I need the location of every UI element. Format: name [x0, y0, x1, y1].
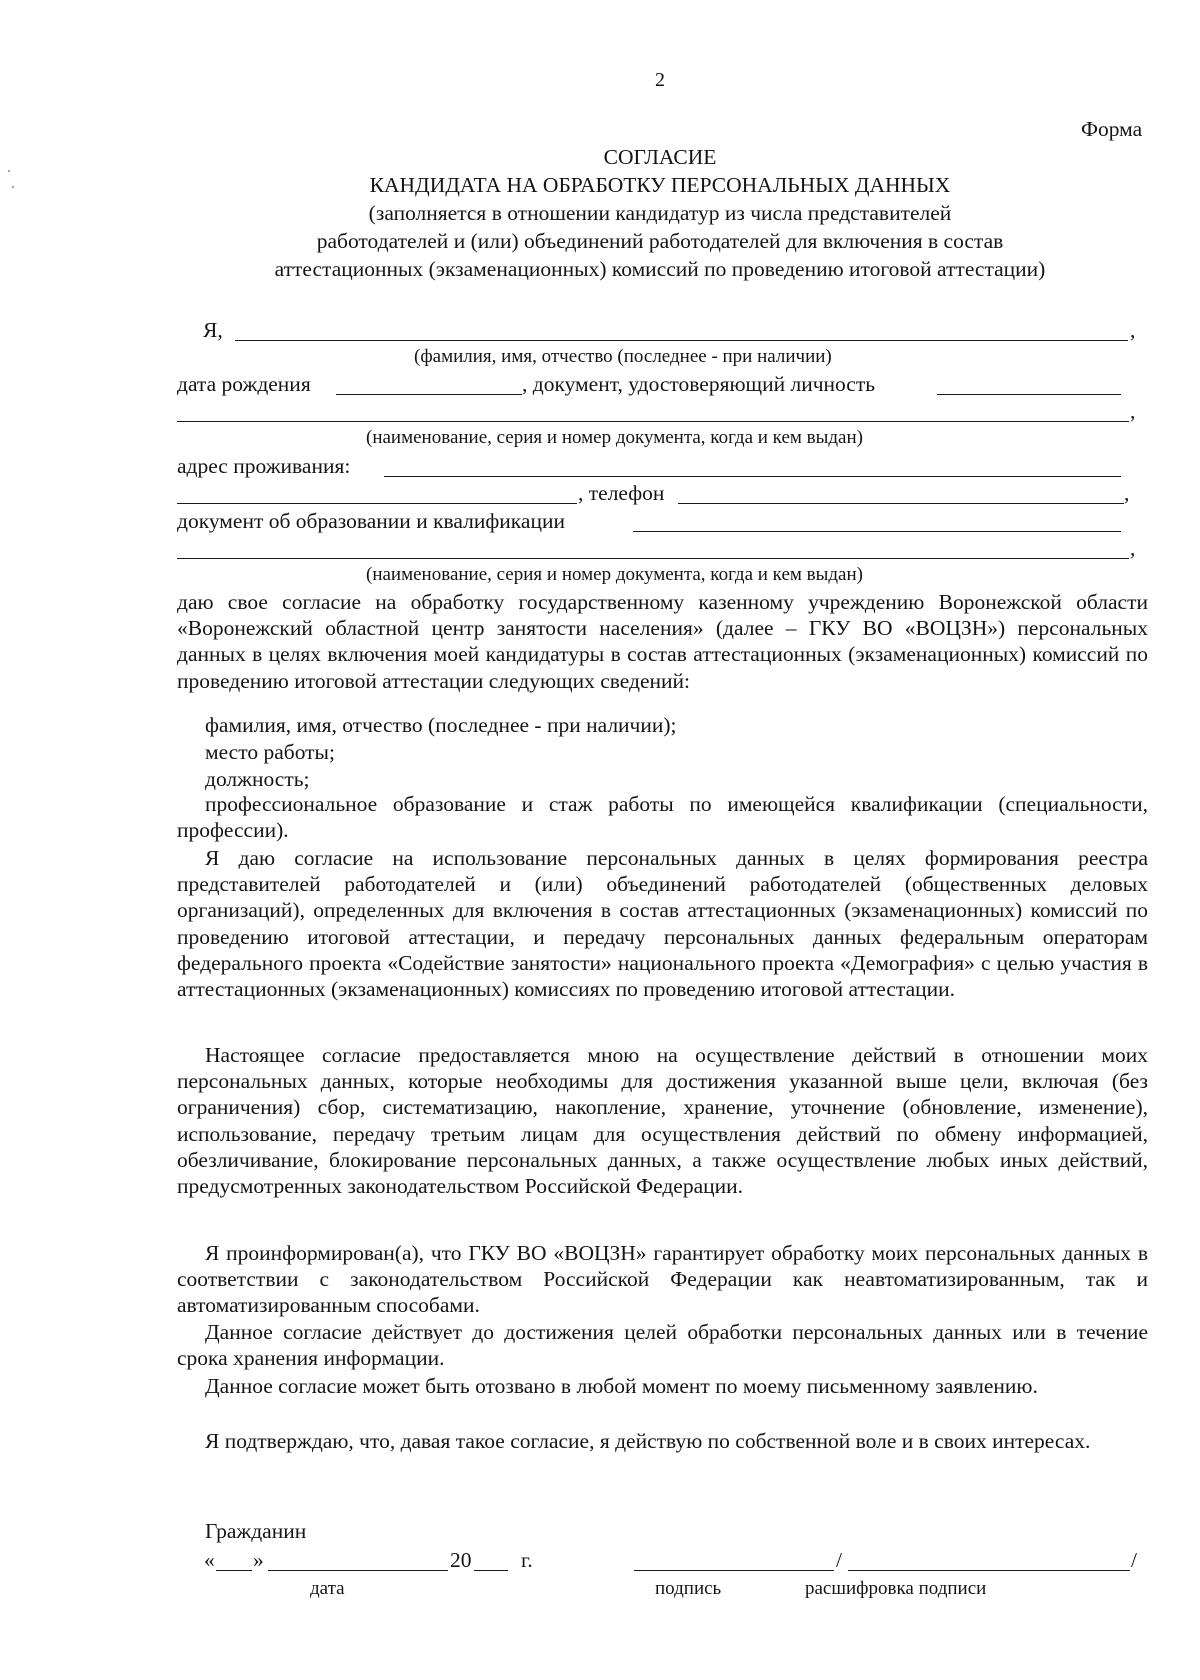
education-details-field[interactable] — [177, 558, 1129, 559]
education-comma: , — [1130, 536, 1136, 560]
list-item-education: профессиональное образование и стаж работы по имеющейся квалификации (специальности, профессии). — [177, 792, 1148, 843]
i-label: Я, — [203, 318, 223, 342]
signature-slash-2: / — [1131, 1548, 1137, 1572]
education-label: документ об образовании и квалификации — [177, 509, 565, 533]
paragraph-guarantee: Я проинформирован(а), что ГКУ ВО «ВОЦЗН» гарантирует обработку моих персональных данных в соответствии с законодательством Российской Федерации как неавтоматизированным, так и автоматизированным способами. — [177, 1241, 1148, 1318]
subtitle-line1: (заполняется в отношении кандидатур из числа представителей — [368, 201, 952, 225]
signature-slash-1: / — [836, 1548, 842, 1572]
list-item-workplace: место работы; — [205, 740, 335, 764]
phone-comma: , — [1124, 481, 1130, 505]
phone-label: , телефон — [578, 481, 665, 505]
address-label: адрес проживания: — [177, 454, 351, 478]
fio-field[interactable] — [235, 340, 1128, 341]
form-label: Форма — [1081, 117, 1143, 141]
phone-field[interactable] — [678, 503, 1124, 504]
address-field[interactable] — [384, 476, 1121, 477]
birth-date-field[interactable] — [336, 394, 522, 395]
citizen-label: Гражданин — [205, 1519, 307, 1543]
signature-field[interactable] — [634, 1570, 834, 1571]
paragraph-actions: Настоящее согласие предоставляется мною на осуществление действий в отношении моих персональных данных, которые необходимы для достижения указанной выше цели, включая (без ограничения) сбор, систематизацию, накопление, хранение, уточнение (обновление, изменение), использование, передачу третьим лицам для осуществления действий по обмену информацией, обезличивание, блокирование персональных данных, а также осуществление любых иных действий, предусмотренных законодательством Российской Федерации. — [177, 1043, 1148, 1199]
fio-hint: (фамилия, имя, отчество (последнее - при наличии) — [414, 346, 832, 367]
month-field[interactable] — [268, 1570, 448, 1571]
title-line1: СОГЛАСИЕ — [603, 145, 717, 169]
page-number: 2 — [655, 69, 665, 91]
quote-close: » — [253, 1548, 264, 1572]
consent-intro: даю свое согласие на обработку государственному казенному учреждению Воронежской области «Воронежский областной центр занятости населения» (далее – ГКУ ВО «ВОЦЗН») персональных данных в целях включения моей кандидатуры в состав аттестационных (экзаменационных) комиссий по проведению итоговой аттестации следующих сведений: — [177, 590, 1148, 693]
id-doc-details-field[interactable] — [177, 421, 1129, 422]
date-label: дата — [310, 1578, 345, 1599]
paragraph-revocation: Данное согласие может быть отозвано в любой момент по моему письменному заявлению. — [205, 1374, 1038, 1398]
year-suffix: г. — [521, 1548, 533, 1572]
list-item-fio: фамилия, имя, отчество (последнее - при наличии); — [205, 713, 677, 737]
quote-open: « — [204, 1548, 215, 1572]
year-field[interactable] — [474, 1570, 508, 1571]
day-field[interactable] — [216, 1570, 252, 1571]
doc-hint-2: (наименование, серия и номер документа, когда и кем выдан) — [366, 564, 863, 585]
subtitle-line3: аттестационных (экзаменационных) комиссий по проведению итоговой аттестации) — [274, 257, 1046, 281]
decryption-label: расшифровка подписи — [805, 1578, 987, 1599]
id-doc-label: , документ, удостоверяющий личность — [522, 372, 876, 396]
year-prefix: 20 — [450, 1548, 472, 1572]
signature-decryption-field[interactable] — [848, 1570, 1130, 1571]
id-doc-comma: , — [1130, 399, 1136, 423]
paragraph-voluntary: Я подтверждаю, что, давая такое согласие, я действую по собственной воле и в своих интересах. — [205, 1429, 1091, 1453]
education-field[interactable] — [633, 531, 1121, 532]
fio-comma: , — [1130, 318, 1136, 342]
paragraph-validity: Данное согласие действует до достижения целей обработки персональных данных или в течение срока хранения информации. — [177, 1320, 1148, 1371]
signature-label: подпись — [655, 1578, 722, 1599]
address-continued-field[interactable] — [177, 503, 577, 504]
doc-hint: (наименование, серия и номер документа, когда и кем выдан) — [366, 427, 863, 448]
birth-label: дата рождения — [177, 372, 311, 396]
title-line2: КАНДИДАТА НА ОБРАБОТКУ ПЕРСОНАЛЬНЫХ ДАННЫХ — [369, 173, 951, 197]
id-doc-field[interactable] — [937, 394, 1121, 395]
subtitle-line2: работодателей и (или) объединений работодателей для включения в состав — [316, 229, 1004, 253]
list-item-position: должность; — [205, 767, 310, 791]
paragraph-registry: Я даю согласие на использование персональных данных в целях формирования реестра представителей работодателей и (или) объединений работодателей (общественных деловых организаций), определенных для включения в состав аттестационных (экзаменационных) комиссий по проведению итоговой аттестации, и передачу персональных данных федеральным операторам федерального проекта «Содействие занятости» национального проекта «Демография» с целью участия в аттестационных (экзаменационных) комиссиях по проведению итоговой аттестации. — [177, 846, 1148, 1002]
